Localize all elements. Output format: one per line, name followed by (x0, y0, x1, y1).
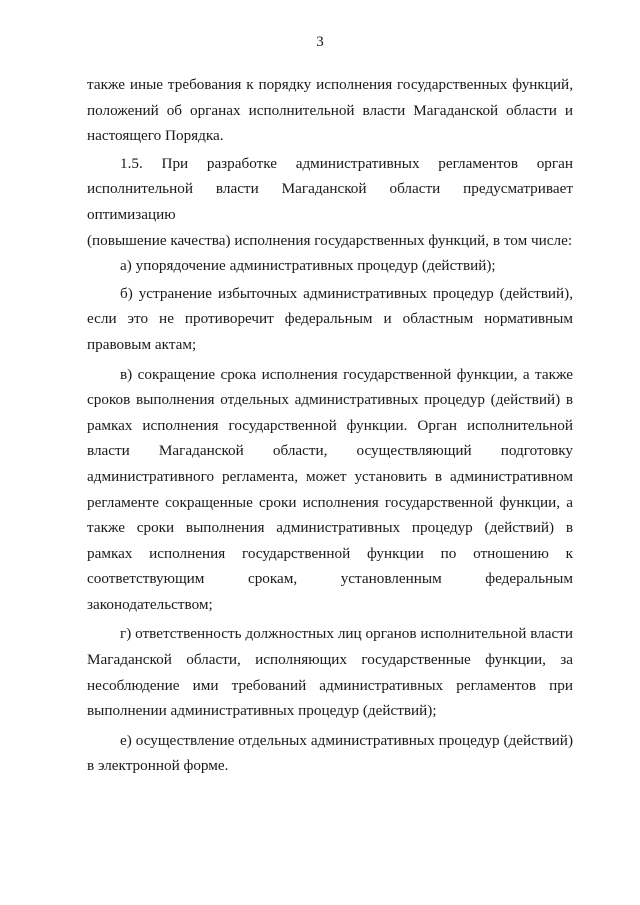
paragraph-continuation: также иные требования к порядку исполнения государственных функций, положений об органах исполнительной власти Магаданской области и настоящего Порядка. (87, 76, 573, 145)
list-item-g: г) ответственность должностных лиц органов исполнительной власти Магаданской области, исполняющих государственные функции, за несоблюдение ими требований административных регламентов при выполнении административных процедур (действий); (87, 625, 573, 720)
document-body (87, 72, 573, 779)
list-item-a: а) упорядочение административных процедур (действий); (120, 257, 496, 275)
list-item-b: б) устранение избыточных административных процедур (действий), если это не противоречит федеральным и областным нормативным правовым актам; (87, 284, 573, 353)
paragraph-1-5-continuation: (повышение качества) исполнения государственных функций, в том числе: (87, 231, 573, 249)
page-number: 3 (316, 34, 324, 50)
list-item-e: е) осуществление отдельных административных процедур (действий) в электронной форме. (87, 731, 573, 775)
paragraph-1-5: 1.5. При разработке административных регламентов орган исполнительной власти Магаданской области предусматривает оптимизацию (87, 154, 573, 223)
list-item-v: в) сокращение срока исполнения государственной функции, а также сроков выполнения отдельных административных процедур (действий) в рамках исполнения государственной функции. Орган исполнительной власти Магаданской области, осуществляющий подготовку административного регламента, может установить в административном регламенте сокращенные сроки исполнения государственной функции, а также сроки выполнения административных процедур (действий) в рамках исполнения государственной функции по отношению к соответствующим срокам, установленным федеральным законодательством; (87, 365, 573, 613)
